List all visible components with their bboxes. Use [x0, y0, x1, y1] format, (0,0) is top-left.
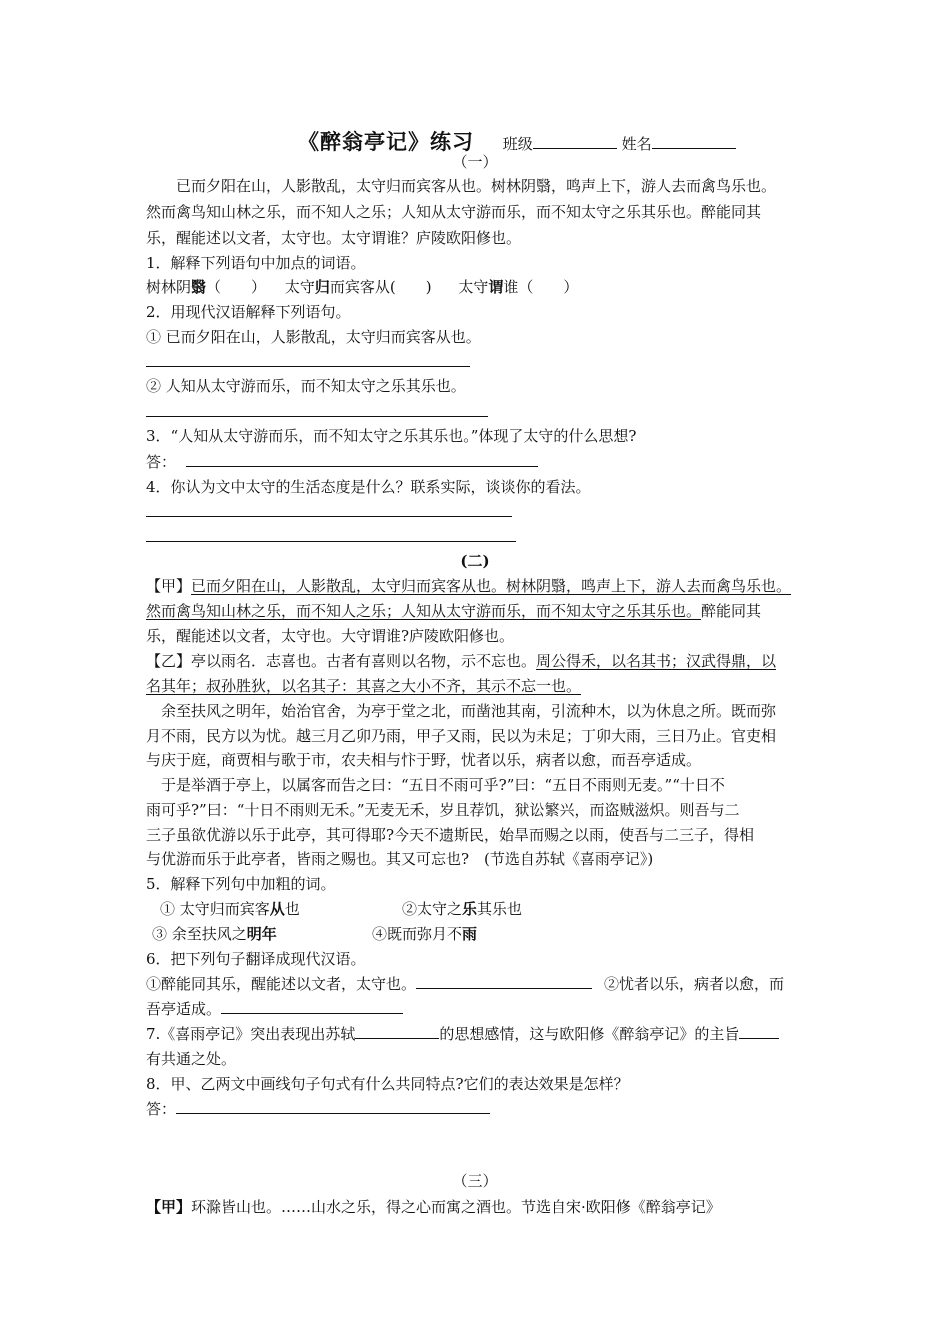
question-6-cont: [146, 999, 403, 1019]
question-5-items: [152, 924, 478, 944]
passage-line: 雨可乎?”曰：“十日不雨则无禾。”无麦无禾，岁且荐饥，狱讼繁兴，而盗贼滋炽。则吾与二: [146, 801, 740, 819]
passage-text: 亭以雨名．志喜也。古者有喜则以名物，示不忘也。: [191, 652, 537, 670]
q1-item-b-key: 归: [314, 278, 330, 296]
question-2: 2．用现代汉语解释下列语句。: [146, 303, 351, 321]
passage-line: 三子虽欲优游以乐于此亭，其可得耶?今天不遗斯民，始旱而赐之以雨，使吾与二三子，得相: [146, 826, 755, 844]
answer-blank[interactable]: [221, 999, 403, 1014]
answer-blank[interactable]: [186, 452, 538, 467]
answer-label: 答：: [146, 453, 177, 471]
underlined-sentence: 名其年；叔孙胜狄，以名其子：其喜之大小不齐，其示不忘一也。: [146, 677, 582, 695]
q5-item-b-key: 乐: [462, 900, 478, 918]
q5-item-a-key: 从: [269, 900, 285, 918]
q5-item-b-text: ②太守之: [402, 900, 463, 918]
question-8: 8．甲、乙两文中画线句子句式有什么共同特点?它们的表达效果是怎样？: [146, 1075, 629, 1093]
q5-item-a-text: ① 太守归而宾客: [160, 900, 270, 918]
q5-item-c-key: 明年: [246, 925, 277, 943]
answer-line[interactable]: [146, 541, 516, 542]
question-2-a: ① 已而夕阳在山，人影散乱，太守归而宾客从也。: [146, 328, 481, 346]
question-4: 4．你认为文中太守的生活态度是什么？联系实际，谈谈你的看法。: [146, 478, 591, 496]
q5-item-c-text: ③ 余至扶风之: [152, 925, 247, 943]
q7-text: 7.《喜雨亭记》突出表现出苏轼: [146, 1025, 356, 1043]
q5-item-d-text: ④既而弥月不: [372, 925, 463, 943]
passage-line: 乐，醒能述以文者，太守也。太守谓谁？庐陵欧阳修也。: [146, 229, 522, 247]
q1-item-a-blank[interactable]: （ ）: [206, 278, 267, 296]
page-title: 《醉翁亭记》练习: [298, 129, 474, 154]
q5-item-b: [402, 899, 522, 919]
question-8-answer: [146, 1099, 490, 1119]
question-5: 5．解释下列句中加粗的词。: [146, 875, 336, 893]
underlined-sentence: 周公得禾，以名其书；汉武得鼎，以: [536, 652, 777, 670]
question-1-items: [146, 277, 578, 297]
q1-item-a-text: 树林阴: [146, 278, 192, 296]
question-7: [146, 1024, 779, 1044]
q1-item-b-text: 太守: [284, 278, 315, 296]
passage-line: 于是举酒于亭上，以属客而告之曰：“五日不雨可乎?”曰：“五日不雨则无麦。”“十日不: [146, 776, 725, 794]
passage-text: 环滁皆山也。……山水之乐，得之心而寓之酒也。节选自宋·欧阳修《醉翁亭记》: [191, 1198, 721, 1216]
q1-item-c-key: 谓: [488, 278, 504, 296]
section3-heading: （三）: [452, 1172, 498, 1190]
q1-item-c-text: 太守: [458, 278, 489, 296]
answer-blank[interactable]: [355, 1024, 439, 1039]
yi-passage-line: [146, 651, 776, 671]
section1-heading: （一）: [452, 153, 498, 171]
yi-tag: 【乙】: [146, 652, 192, 670]
class-label: 班级: [502, 135, 533, 153]
answer-blank[interactable]: [739, 1024, 779, 1039]
underlined-sentence: 已而夕阳在山，人影散乱，太守归而宾客从也。树林阴翳，鸣声上下，游人去而禽鸟乐也。: [191, 577, 792, 595]
question-6-items: [146, 974, 784, 994]
answer-line[interactable]: [146, 416, 488, 417]
yi-passage-line: [146, 676, 581, 696]
jia-passage-line: [146, 576, 791, 596]
q1-item-a-key: 翳: [191, 278, 207, 296]
section2-heading: (二): [460, 552, 490, 570]
answer-blank[interactable]: [176, 1099, 490, 1114]
q1-item-b-blank[interactable]: 而宾客从( ): [329, 278, 432, 296]
passage-line: 然而禽鸟知山林之乐，而不知人之乐；人知从太守游而乐，而不知太守之乐其乐也。醉能同其: [146, 203, 762, 221]
question-3-answer: [146, 452, 538, 472]
q5-item-b-rest: 其乐也: [477, 900, 523, 918]
passage-line: 月不雨，民方以为忧。越三月乙卯乃雨，甲子又雨，民以为未足；丁卯大雨，三日乃止。官吏相: [146, 727, 777, 745]
answer-line[interactable]: [146, 516, 512, 517]
q5-item-a-rest: 也: [284, 900, 300, 918]
question-1: 1．解释下列语句中加点的词语。: [146, 254, 366, 272]
q5-item-d: [372, 924, 477, 944]
q6-item-c: 吾亭适成。: [146, 1000, 222, 1018]
underlined-sentence: 然而禽鸟知山林之乐，而不知人之乐；人知从太守游而乐，而不知太守之乐其乐也。: [146, 602, 702, 620]
jia-tag: 【甲】: [146, 1198, 192, 1216]
name-label: 姓名: [621, 135, 652, 153]
q7-text: 的思想感情，这与欧阳修《醉翁亭记》的主旨: [439, 1025, 740, 1043]
passage-line: 余至扶风之明年，始治官舍，为亭于堂之北，而凿池其南，引流种木，以为休息之所。既而弥: [146, 702, 777, 720]
q6-item-a: ①醉能同其乐，醒能述以文者，太守也。: [146, 975, 417, 993]
q6-item-b: ②忧者以乐，病者以愈，而: [604, 975, 785, 993]
answer-blank[interactable]: [416, 974, 592, 989]
question-5-items: [160, 899, 523, 919]
q1-item-c-blank[interactable]: 谁（ ）: [503, 278, 579, 296]
name-blank[interactable]: [652, 134, 736, 149]
passage-line: 与庆于庭，商贾相与歌于市，农夫相与忭于野，忧者以乐，病者以愈，而吾亭适成。: [146, 751, 702, 769]
passage-line: 已而夕阳在山，人影散乱，太守归而宾客从也。树林阴翳，鸣声上下，游人去而禽鸟乐也。: [146, 177, 777, 195]
passage-line: 与优游而乐于此亭者，皆雨之赐也。其又可忘也? (节选自苏轼《喜雨亭记》): [146, 850, 654, 868]
answer-label: 答：: [146, 1100, 177, 1118]
answer-line[interactable]: [146, 366, 470, 367]
question-3: 3．“人知从太守游而乐，而不知太守之乐其乐也。”体现了太守的什么思想?: [146, 427, 637, 445]
jia-tag: 【甲】: [146, 577, 192, 595]
question-2-b: ② 人知从太守游而乐，而不知太守之乐其乐也。: [146, 377, 466, 395]
question-7-cont: 有共通之处。: [146, 1050, 237, 1068]
passage-text: 醉能同其: [701, 602, 762, 620]
question-6: 6．把下列句子翻译成现代汉语。: [146, 950, 366, 968]
q5-item-d-key: 雨: [462, 925, 478, 943]
jia-passage-line: [146, 601, 761, 621]
jia-passage-line: 乐，醒能述以文者，太守也。大守谓谁?庐陵欧阳修也。: [146, 627, 515, 645]
class-blank[interactable]: [533, 134, 617, 149]
section3-jia-line: [146, 1197, 721, 1217]
